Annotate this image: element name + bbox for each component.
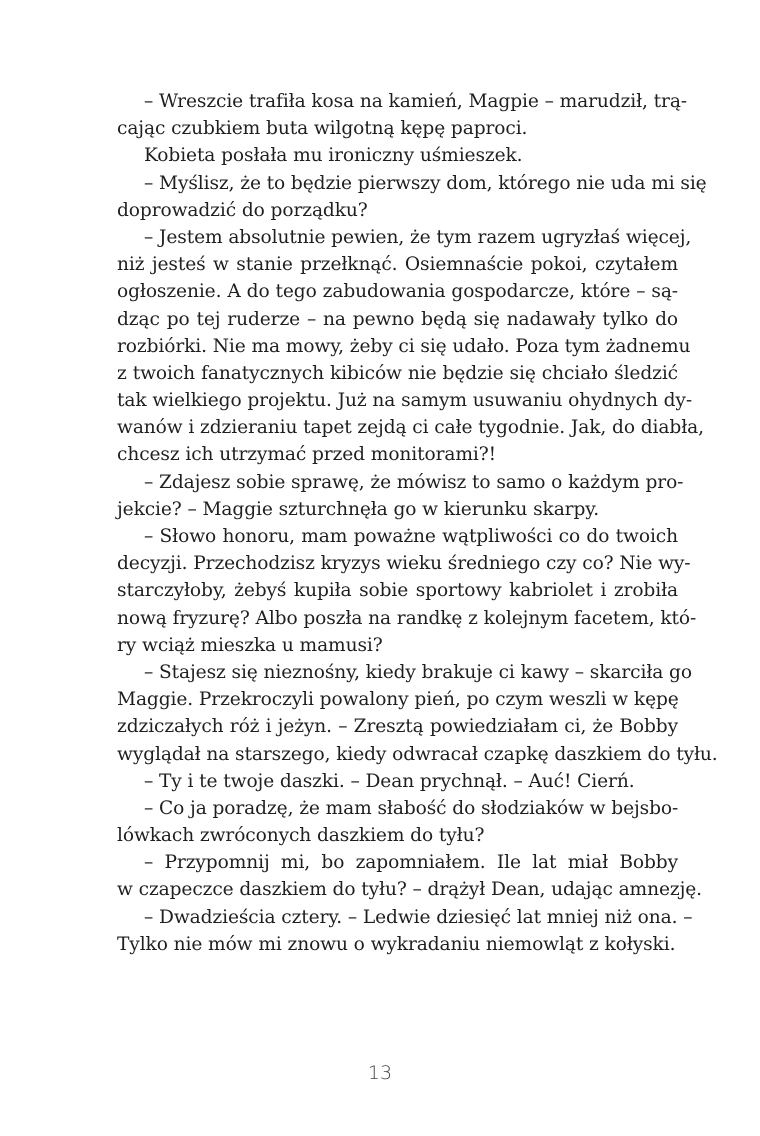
paragraph — [117, 88, 687, 142]
body-text — [117, 88, 718, 958]
text-line: decyzji. Przechodzisz kryzys wieku średniego czy co? Nie wy- — [117, 553, 691, 575]
text-line: dząc po tej ruderze – na pewno będą się nadawały tylko do — [117, 308, 678, 330]
text-line: – Wreszcie trafiła kosa na kamień, Magpie – marudził, trą- — [144, 91, 687, 112]
text-line: w czapeczce daszkiem do tyłu? – drążył Dean, udając amnezję. — [117, 879, 702, 901]
paragraph — [117, 224, 704, 469]
text-line: starczyłoby, żebyś kupiła sobie sportowy kabriolet i zrobiła — [117, 580, 678, 602]
text-line: chcesz ich utrzymać przed monitorami?! — [117, 444, 496, 466]
text-line: – Jestem absolutnie pewien, że tym razem ugryzłaś więcej, — [144, 226, 692, 248]
paragraph — [117, 768, 678, 795]
paragraph — [117, 469, 684, 523]
paragraph — [117, 849, 702, 903]
text-line: Maggie. Przekroczyli powalony pień, po czym weszli w kępę — [117, 689, 679, 711]
paragraph — [117, 904, 693, 958]
text-line: – Zdajesz sobie sprawę, że mówisz to samo o każdym pro- — [144, 471, 684, 493]
text-line: – Słowo honoru, mam poważne wątpliwości co do twoich — [144, 526, 678, 547]
text-line: doprowadzić do porządku? — [117, 199, 368, 221]
paragraph — [117, 795, 678, 849]
text-line: Kobieta posłała mu ironiczny uśmieszek. — [144, 145, 523, 167]
text-line: nową fryzurę? Albo poszła na randkę z kolejnym facetem, któ- — [117, 607, 697, 629]
text-line: zdziczałych róż i jeżyn. – Zresztą powiedziałam ci, że Bobby — [117, 716, 678, 738]
text-line: cając czubkiem buta wilgotną kępę paproci. — [117, 118, 528, 140]
paragraph — [117, 170, 707, 224]
text-line: wanów i zdzieraniu tapet zejdą ci całe tygodnie. Jak, do diabła, — [117, 417, 704, 439]
page-number: 13 — [367, 1062, 393, 1084]
text-line: – Myślisz, że to będzie pierwszy dom, którego nie uda mi się — [144, 172, 707, 194]
paragraph — [117, 523, 697, 659]
paragraph — [117, 142, 678, 169]
text-line: ry wciąż mieszka u mamusi? — [117, 634, 383, 656]
text-line: – Ty i te twoje daszki. – Dean prychnął. – Auć! Cierń. — [144, 770, 635, 792]
text-line: z twoich fanatycznych kibiców nie będzie się chciało śledzić — [117, 362, 678, 384]
text-line: niż jesteś w stanie przełknąć. Osiemnaście pokoi, czytałem — [117, 254, 678, 276]
text-line: – Stajesz się nieznośny, kiedy brakuje ci kawy – skarciła go — [144, 661, 692, 683]
text-line: wyglądał na starszego, kiedy odwracał czapkę daszkiem do tyłu. — [117, 743, 718, 765]
text-line: ogłoszenie. A do tego zabudowania gospodarcze, które – są- — [117, 281, 678, 303]
text-line: – Dwadzieścia cztery. – Ledwie dziesięć lat mniej niż ona. – — [144, 906, 693, 928]
text-line: – Przypomnij mi, bo zapomniałem. Ile lat miał Bobby — [144, 852, 678, 874]
text-line: jekcie? – Maggie szturchnęła go w kierunku skarpy. — [117, 498, 600, 520]
text-line: rozbiórki. Nie ma mowy, żeby ci się udało. Poza tym żadnemu — [117, 335, 691, 357]
paragraph — [117, 659, 718, 768]
text-line: tak wielkiego projektu. Już na samym usuwaniu ohydnych dy- — [117, 390, 693, 412]
text-line: Tylko nie mów mi znowu o wykradaniu niemowląt z kołyski. — [117, 933, 676, 955]
text-line: lówkach zwróconych daszkiem do tyłu? — [117, 825, 485, 847]
text-line: – Co ja poradzę, że mam słabość do słodziaków w bejsbo- — [144, 797, 679, 819]
